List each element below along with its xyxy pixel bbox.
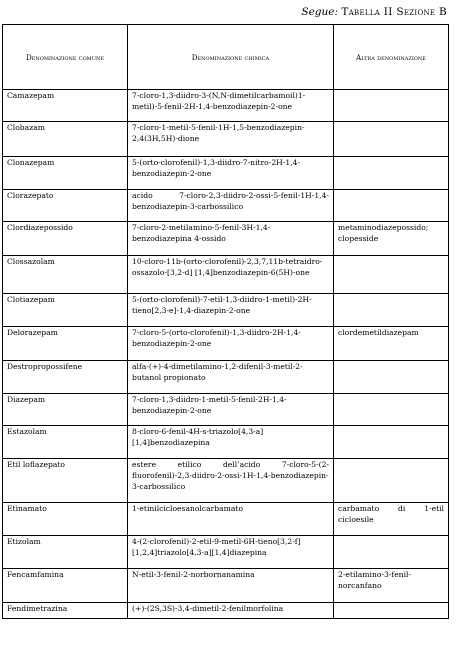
column-header-other-name: Altra denominazione bbox=[334, 25, 449, 90]
other-name-cell bbox=[334, 361, 449, 394]
other-name-cell bbox=[334, 536, 449, 569]
table-row bbox=[3, 327, 449, 361]
other-name-cell bbox=[334, 603, 449, 619]
common-name-cell: Destropropossifene bbox=[3, 361, 128, 394]
segue-label: Segue: bbox=[301, 6, 339, 18]
common-name-cell: Fencamfamina bbox=[3, 569, 128, 603]
chemical-name-cell: alfa-(+)-4-dimetilamino-1,2-difenil-3-metil-2-butanol propionato bbox=[128, 361, 334, 394]
chemical-name-cell: 10-cloro-11b-(orto-clorofenil)-2,3,7,11b-tetraidro-ossazolo-[3,2-d] [1,4]benzodiazepin-6(5H)-one bbox=[128, 256, 334, 294]
table-row bbox=[3, 222, 449, 256]
table-row bbox=[3, 426, 449, 459]
other-name-cell bbox=[334, 294, 449, 327]
chemical-name-cell: (+)-(2S,3S)-3,4-dimetil-2-fenilmorfolina bbox=[128, 603, 334, 619]
table-row bbox=[3, 190, 449, 222]
table-row bbox=[3, 122, 449, 157]
column-header-chemical-name: Denominazione chimica bbox=[128, 25, 334, 90]
table-row bbox=[3, 569, 449, 603]
other-name-cell bbox=[334, 90, 449, 122]
chemical-name-cell: estere etilico dell’acido 7-cloro-5-(2-fluorofenil)-2,3-diidro-2-ossi-1H-1,4-benzodiazepin-3-carbossilico bbox=[128, 459, 334, 503]
common-name-cell: Diazepam bbox=[3, 394, 128, 426]
chemical-name-cell: 7-cloro-5-(orto-clorofenil)-1,3-diidro-2H-1,4-benzodiazepin-2-one bbox=[128, 327, 334, 361]
table-row bbox=[3, 90, 449, 122]
substances-table bbox=[2, 24, 449, 619]
other-name-cell bbox=[334, 256, 449, 294]
chemical-name-cell: N-etil-3-fenil-2-norbornanamina bbox=[128, 569, 334, 603]
table-row bbox=[3, 603, 449, 619]
table-row bbox=[3, 157, 449, 190]
common-name-cell: Clossazolam bbox=[3, 256, 128, 294]
chemical-name-cell: 5-(orto-clorofenil)-7-etil-1,3-diidro-1-metil)-2H-tieno[2,3-e]-1,4-diazepin-2-one bbox=[128, 294, 334, 327]
other-name-cell bbox=[334, 426, 449, 459]
chemical-name-cell: 4-(2-clorofenil)-2-etil-9-metil-6H-tieno[3,2-f][1,2,4]triazolo[4,3-a][1,4]diazepina bbox=[128, 536, 334, 569]
common-name-cell: Estazolam bbox=[3, 426, 128, 459]
common-name-cell: Clorazepato bbox=[3, 190, 128, 222]
table-row bbox=[3, 503, 449, 536]
common-name-cell: Delorazepam bbox=[3, 327, 128, 361]
table-row bbox=[3, 256, 449, 294]
other-name-cell bbox=[334, 394, 449, 426]
other-name-cell: 2-etilamino-3-fenil-norcanfano bbox=[334, 569, 449, 603]
other-name-cell: clordemetildiazepam bbox=[334, 327, 449, 361]
chemical-name-cell: 7-cloro-2-metilamino-5-fenil-3H-1,4-benzodiazepina 4-ossido bbox=[128, 222, 334, 256]
other-name-cell bbox=[334, 459, 449, 503]
table-row bbox=[3, 459, 449, 503]
common-name-cell: Clotiazepam bbox=[3, 294, 128, 327]
chemical-name-cell: 5-(orto-clorofenil)-1,3-diidro-7-nitro-2H-1,4-benzodiazepin-2-one bbox=[128, 157, 334, 190]
table-row bbox=[3, 361, 449, 394]
common-name-cell: Clobazam bbox=[3, 122, 128, 157]
table-header-row bbox=[3, 25, 449, 90]
table-row bbox=[3, 394, 449, 426]
chemical-name-cell: 1-etinilcicloesanolcarbamato bbox=[128, 503, 334, 536]
table-section-title: Tabella II Sezione B bbox=[341, 6, 447, 18]
chemical-name-cell: 7-cloro-1,3-diidro-1-metil-5-fenil-2H-1,4-benzodiazepin-2-one bbox=[128, 394, 334, 426]
common-name-cell: Camazepam bbox=[3, 90, 128, 122]
column-header-common-name: Denominazione comune bbox=[3, 25, 128, 90]
other-name-cell bbox=[334, 157, 449, 190]
common-name-cell: Etinamato bbox=[3, 503, 128, 536]
page-header bbox=[301, 6, 447, 18]
chemical-name-cell: 8-cloro-6-fenil-4H-s-triazolo[4,3-a] [1,4]benzodiazepina bbox=[128, 426, 334, 459]
other-name-cell bbox=[334, 122, 449, 157]
chemical-name-cell: 7-cloro-1,3-diidro-3-(N,N-dimetilcarbamoil)1-metil)-5-fenil-2H-1,4-benzodiazepin-2-one bbox=[128, 90, 334, 122]
common-name-cell: Etil loflazepato bbox=[3, 459, 128, 503]
other-name-cell: carbamato di 1-etil cicloesile bbox=[334, 503, 449, 536]
table-row bbox=[3, 294, 449, 327]
table-row bbox=[3, 536, 449, 569]
common-name-cell: Fendimetrazina bbox=[3, 603, 128, 619]
common-name-cell: Clonazepam bbox=[3, 157, 128, 190]
common-name-cell: Clordiazepossido bbox=[3, 222, 128, 256]
common-name-cell: Etizolam bbox=[3, 536, 128, 569]
chemical-name-cell: 7-cloro-1-metil-5-fenil-1H-1,5-benzodiazepin-2,4(3H,5H)-dione bbox=[128, 122, 334, 157]
chemical-name-cell: acido 7-cloro-2,3-diidro-2-ossi-5-fenil-1H-1,4-benzodiazepin-3-carbossilico bbox=[128, 190, 334, 222]
other-name-cell bbox=[334, 190, 449, 222]
other-name-cell: metaminodiazepossido; clopesside bbox=[334, 222, 449, 256]
